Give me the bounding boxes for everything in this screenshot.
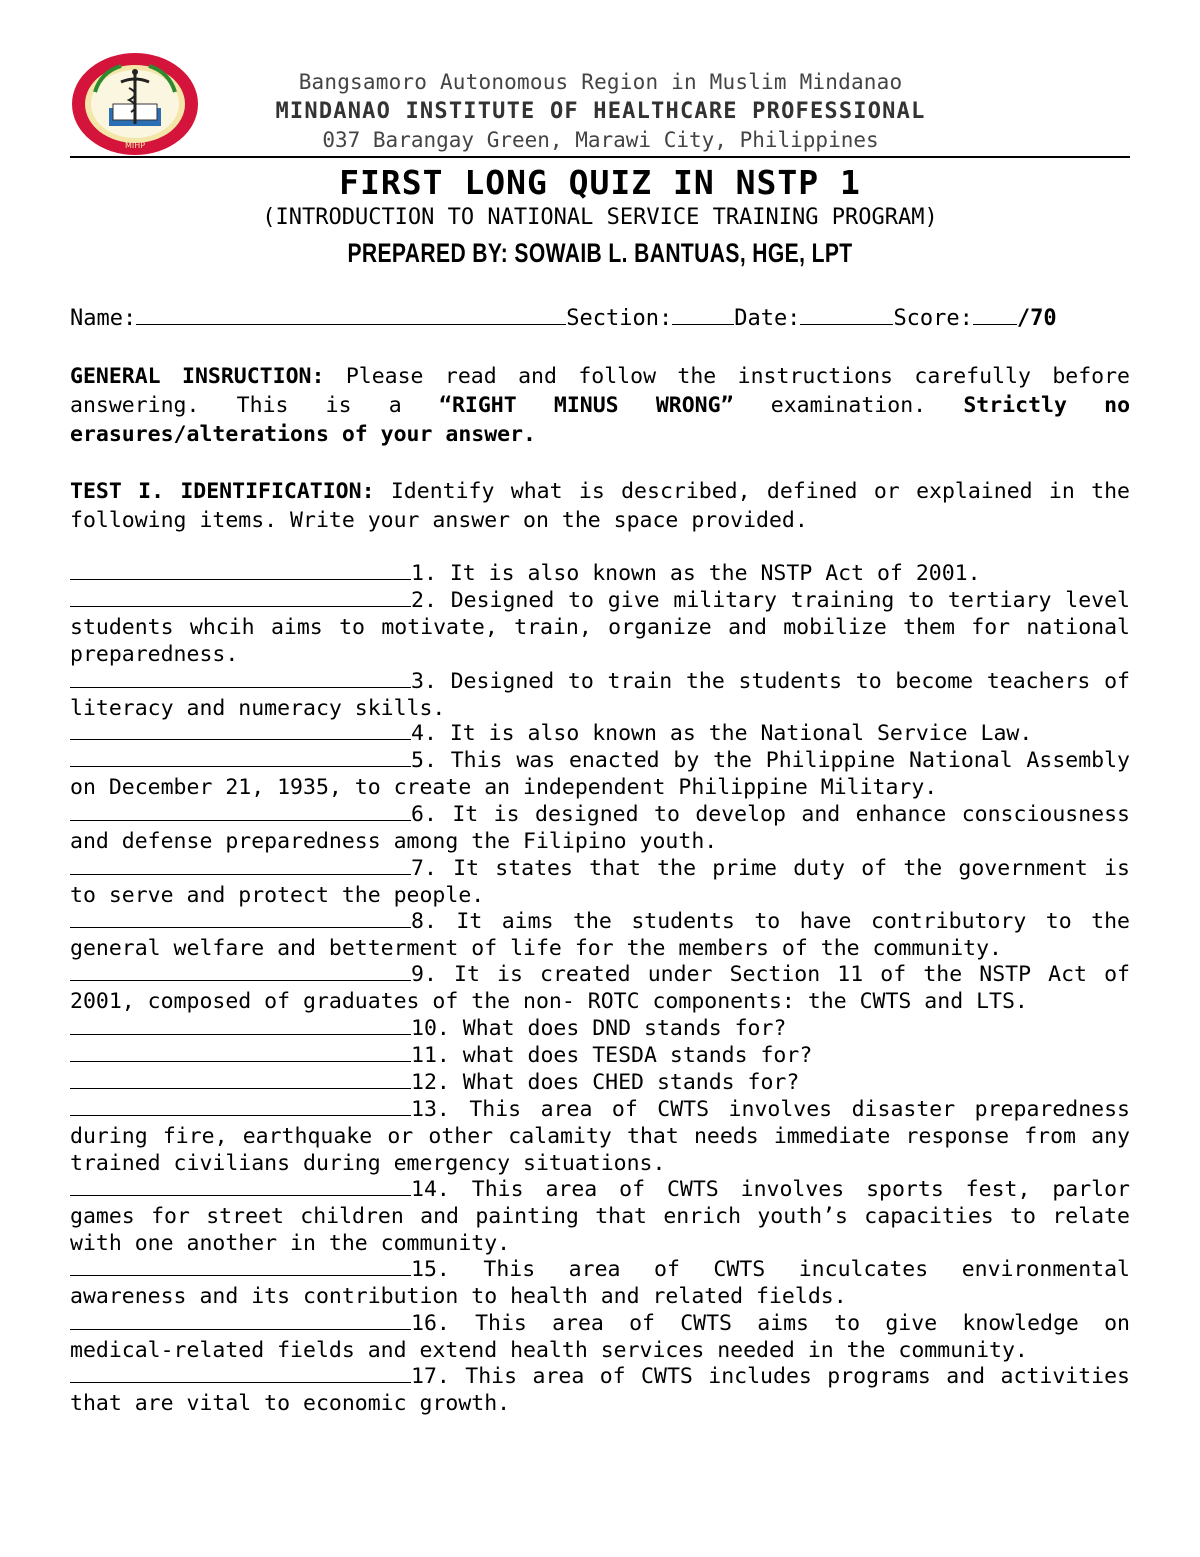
question-item: [70, 586, 1130, 668]
question-item: [70, 960, 1130, 1016]
answer-blank[interactable]: [70, 960, 411, 981]
header-institute: MINDANAO INSTITUTE OF HEALTHCARE PROFESSIONAL: [275, 99, 926, 124]
score-field[interactable]: [973, 304, 1017, 325]
answer-blank[interactable]: [70, 1068, 411, 1089]
answer-blank[interactable]: [70, 1014, 411, 1035]
general-instruction: [70, 362, 1130, 449]
page-subtitle: (INTRODUCTION TO NATIONAL SERVICE TRAINING PROGRAM): [262, 205, 938, 230]
logo-text: MIHP: [124, 141, 146, 150]
question-text: 15. This area of CWTS inculcates environmental awareness and its contribution to health and related fields.: [70, 1257, 1130, 1309]
answer-blank[interactable]: [70, 1095, 411, 1116]
question-item: [70, 907, 1130, 963]
section-field[interactable]: [672, 304, 734, 325]
test1-label: TEST I. IDENTIFICATION:: [70, 479, 375, 504]
question-item: [70, 800, 1130, 856]
question-item: [70, 1041, 1130, 1070]
answer-blank[interactable]: [70, 1041, 411, 1062]
instruction-text: Please read and follow the instructions carefully before answering. This is a: [70, 364, 1130, 418]
student-info-row: [70, 304, 1057, 331]
question-text: 7. It states that the prime duty of the government is to serve and protect the people.: [70, 856, 1130, 908]
name-label: Name:: [70, 306, 137, 331]
date-label: Date:: [734, 306, 801, 331]
answer-blank[interactable]: [70, 1175, 411, 1196]
question-item: [70, 1362, 1130, 1418]
question-text: 12. What does CHED stands for?: [411, 1070, 800, 1095]
answer-blank[interactable]: [70, 1309, 411, 1330]
question-text: 5. This was enacted by the Philippine National Assembly on December 21, 1935, to create an independent Philippine Military.: [70, 748, 1130, 800]
header-address: 037 Barangay Green, Marawi City, Philippines: [322, 128, 879, 152]
question-item: [70, 1068, 1130, 1097]
question-item: [70, 1095, 1130, 1177]
question-item: [70, 854, 1130, 910]
answer-blank[interactable]: [70, 586, 411, 607]
instruction-emphasis: “RIGHT MINUS WRONG”: [439, 393, 734, 418]
score-label: Score:: [893, 306, 973, 331]
question-text: 3. Designed to train the students to become teachers of literacy and numeracy skills.: [70, 669, 1130, 721]
header-divider: [70, 156, 1130, 158]
question-text: 1. It is also known as the NSTP Act of 2001.: [411, 561, 981, 586]
question-text: 14. This area of CWTS involves sports fest, parlor games for street children and painting that enrich youth’s capacities to relate with one another in the community.: [70, 1177, 1130, 1256]
question-item: [70, 667, 1130, 723]
question-text: 10. What does DND stands for?: [411, 1016, 787, 1041]
question-text: 8. It aims the students to have contributory to the general welfare and betterment of life for the members of the community.: [70, 909, 1130, 961]
question-item: [70, 1309, 1130, 1365]
test1-instruction: [70, 477, 1130, 535]
instruction-text-2: examination.: [733, 393, 964, 418]
question-item: [70, 1175, 1130, 1257]
test1-text: Identify what is described, defined or explained in the following items. Write your answer on the space provided.: [70, 479, 1130, 533]
answer-blank[interactable]: [70, 907, 411, 928]
answer-blank[interactable]: [70, 800, 411, 821]
question-item: [70, 1014, 1130, 1043]
date-field[interactable]: [800, 304, 893, 325]
question-text: 2. Designed to give military training to tertiary level students whcih aims to motivate, train, organize and mobilize them for national preparedness.: [70, 588, 1130, 667]
prepared-by: PREPARED BY: SOWAIB L. BANTUAS, HGE, LPT: [347, 238, 853, 268]
answer-blank[interactable]: [70, 746, 411, 767]
answer-blank[interactable]: [70, 1362, 411, 1383]
score-total: /70: [1016, 306, 1057, 331]
answer-blank[interactable]: [70, 1255, 411, 1276]
question-item: [70, 1255, 1130, 1311]
question-item: [70, 719, 1130, 748]
answer-blank[interactable]: [70, 559, 411, 580]
caduceus-seal-icon: [71, 52, 199, 156]
answer-blank[interactable]: [70, 719, 411, 740]
question-text: 13. This area of CWTS involves disaster preparedness during fire, earthquake or other calamity that needs immediate response from any trained civilians during emergency situations.: [70, 1097, 1130, 1176]
question-text: 9. It is created under Section 11 of the NSTP Act of 2001, composed of graduates of the non- ROTC components: the CWTS and LTS.: [70, 962, 1130, 1014]
answer-blank[interactable]: [70, 667, 411, 688]
instruction-label: GENERAL INSRUCTION:: [70, 364, 325, 389]
question-text: 11. what does TESDA stands for?: [411, 1043, 813, 1068]
question-text: 16. This area of CWTS aims to give knowledge on medical-related fields and extend health services needed in the community.: [70, 1311, 1130, 1363]
instruction-strict: Strictly no erasures/alterations of your answer.: [70, 393, 1131, 447]
name-field[interactable]: [136, 304, 566, 325]
question-text: 6. It is designed to develop and enhance consciousness and defense preparedness among the Filipino youth.: [70, 802, 1130, 854]
question-item: [70, 559, 1130, 588]
section-label: Section:: [566, 306, 673, 331]
question-text: 4. It is also known as the National Service Law.: [411, 721, 1033, 746]
answer-blank[interactable]: [70, 854, 411, 875]
page-title: FIRST LONG QUIZ IN NSTP 1: [339, 163, 861, 202]
header-region: Bangsamoro Autonomous Region in Muslim Mindanao: [298, 70, 903, 94]
question-item: [70, 746, 1130, 802]
question-text: 17. This area of CWTS includes programs and activities that are vital to economic growth.: [70, 1364, 1130, 1416]
